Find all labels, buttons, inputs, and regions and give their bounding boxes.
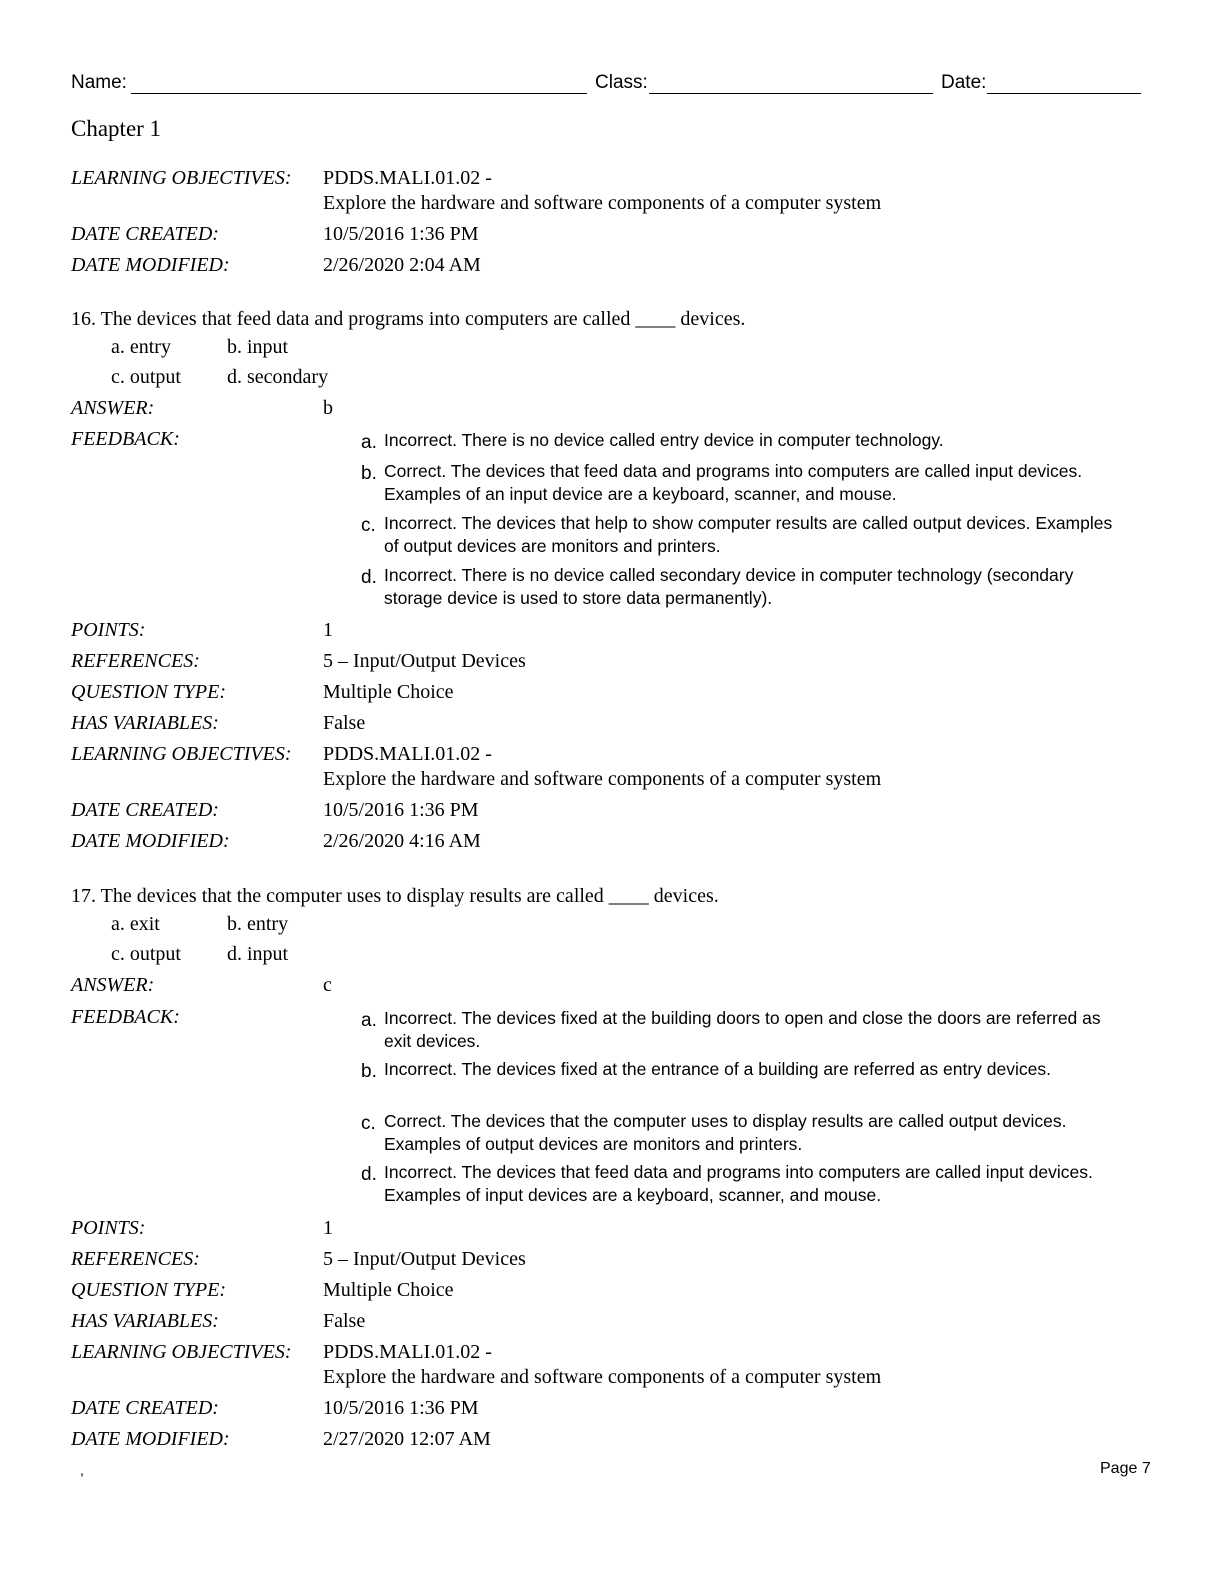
points-label: POINTS: [71,619,146,641]
created-label: DATE CREATED: [71,1397,219,1419]
modified-value: 2/27/2020 12:07 AM [323,1428,491,1450]
created-value: 10/5/2016 1:36 PM [323,1397,479,1419]
lo-code: PDDS.MALI.01.02 - [323,167,492,189]
hasvar-value: False [323,1310,366,1332]
answer-value: c [323,974,332,996]
page-number: Page 7 [1100,1460,1151,1477]
modified-label: DATE MODIFIED: [71,254,230,276]
date-label: Date: [941,72,987,93]
hasvar-label: HAS VARIABLES: [71,1310,219,1332]
qtype-value: Multiple Choice [323,681,454,703]
feedback-text: Incorrect. The devices that help to show computer results are called output devices. Examples of output devices are monitors and printers. [384,513,1113,556]
modified-label: DATE MODIFIED: [71,1428,230,1450]
lo-code: PDDS.MALI.01.02 - [323,743,492,765]
footer-mark: , [80,1462,84,1478]
feedback-text: Incorrect. The devices fixed at the entrance of a building are referred as entry devices. [384,1059,1051,1079]
created-label: DATE CREATED: [71,223,219,245]
feedback-text: Correct. The devices that feed data and programs into computers are called input devices. Examples of an input device are a keyboard, scanner, and mouse. [384,461,1083,504]
created-value: 10/5/2016 1:36 PM [323,799,479,821]
q16-choice-c: c. output [111,366,181,388]
feedback-text: Incorrect. There is no device called secondary device in computer technology (secondary storage device is used to store data permanently). [384,565,1074,608]
hasvar-label: HAS VARIABLES: [71,712,219,734]
qtype-label: QUESTION TYPE: [71,1279,227,1301]
q17-choice-a: a. exit [111,913,160,935]
q16-choice-b: b. input [227,336,289,358]
feedback-text: Incorrect. The devices fixed at the building doors to open and close the doors are referred as exit devices. [384,1008,1101,1051]
feedback-text: Incorrect. The devices that feed data and programs into computers are called input devices. Examples of input devices are a keyboard, scanner, and mouse. [384,1162,1093,1205]
q17-choice-d: d. input [227,943,289,965]
qtype-label: QUESTION TYPE: [71,681,227,703]
created-label: DATE CREATED: [71,799,219,821]
feedback-label: FEEDBACK: [71,1006,180,1028]
references-label: REFERENCES: [71,650,200,672]
chapter-title: Chapter 1 [71,116,162,141]
question-17-text: 17. The devices that the computer uses to display results are called ____ devices. [71,885,719,907]
lo-text: Explore the hardware and software components of a computer system [323,1366,882,1388]
qtype-value: Multiple Choice [323,1279,454,1301]
points-value: 1 [323,1217,333,1239]
hasvar-value: False [323,712,366,734]
feedback-letter: c. [361,1113,376,1134]
references-label: REFERENCES: [71,1248,200,1270]
q17-choice-c: c. output [111,943,181,965]
class-blank-line [649,93,933,94]
feedback-letter: d. [361,567,377,588]
lo-label: LEARNING OBJECTIVES: [71,1341,292,1363]
feedback-letter: c. [361,515,376,536]
q16-choice-d: d. secondary [227,366,329,388]
feedback-text: Correct. The devices that the computer uses to display results are called output devices. Examples of output devices are monitors and printers. [384,1111,1067,1154]
references-value: 5 – Input/Output Devices [323,1248,526,1270]
lo-label: LEARNING OBJECTIVES: [71,743,292,765]
q16-choice-a: a. entry [111,336,171,358]
answer-label: ANSWER: [71,974,155,996]
feedback-label: FEEDBACK: [71,428,180,450]
created-value: 10/5/2016 1:36 PM [323,223,479,245]
modified-label: DATE MODIFIED: [71,830,230,852]
feedback-letter: b. [361,1061,377,1082]
class-label: Class: [595,72,648,93]
references-value: 5 – Input/Output Devices [323,650,526,672]
points-value: 1 [323,619,333,641]
modified-value: 2/26/2020 2:04 AM [323,254,481,276]
lo-text: Explore the hardware and software components of a computer system [323,768,882,790]
name-label: Name: [71,72,127,93]
feedback-letter: a. [361,1010,377,1031]
points-label: POINTS: [71,1217,146,1239]
feedback-letter: a. [361,432,377,453]
lo-code: PDDS.MALI.01.02 - [323,1341,492,1363]
answer-value: b [323,397,333,419]
question-16-text: 16. The devices that feed data and programs into computers are called ____ devices. [71,308,746,330]
date-blank-line [987,93,1141,94]
document-header [71,72,1141,98]
answer-label: ANSWER: [71,397,155,419]
lo-label: LEARNING OBJECTIVES: [71,167,292,189]
q17-choice-b: b. entry [227,913,289,935]
lo-text: Explore the hardware and software components of a computer system [323,192,882,214]
feedback-text: Incorrect. There is no device called entry device in computer technology. [384,430,944,450]
name-blank-line [131,93,587,94]
feedback-letter: b. [361,463,377,484]
modified-value: 2/26/2020 4:16 AM [323,830,481,852]
feedback-letter: d. [361,1164,377,1185]
